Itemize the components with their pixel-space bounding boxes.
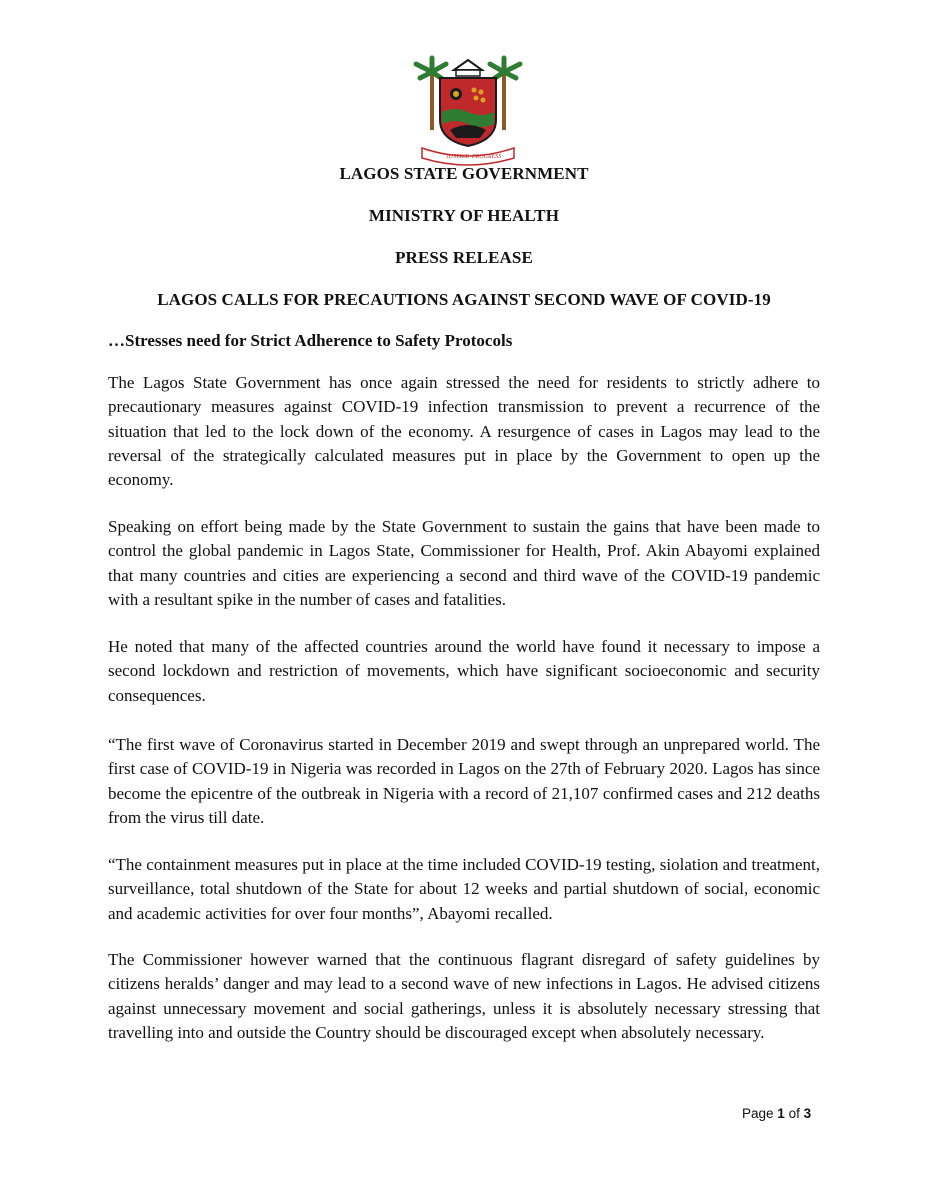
- page-current: 1: [777, 1106, 785, 1121]
- body-paragraph: “The first wave of Coronavirus started in December 2019 and swept through an unprepared world. The first case of COVID-19 in Nigeria was recorded in Lagos on the 27th of February 2020. Lagos has since become the epicentre of the outbreak in Nigeria with a record of 21,107 confirmed cases and 212 deaths from the virus till date.: [108, 735, 820, 827]
- body-paragraph: The Lagos State Government has once again stressed the need for residents to strictly adhere to precautionary measures against COVID-19 infection transmission to prevent a recurrence of the situation that led to the lock down of the economy. A resurgence of cases in Lagos may lead to the reversal of the strategically calculated measures put in place by the Government to open up the economy.: [108, 373, 820, 490]
- crest-helm-icon: [454, 60, 482, 76]
- body-paragraph: He noted that many of the affected countries around the world have found it necessary to impose a second lockdown and restriction of movements, which have significant socioeconomic and security consequences.: [108, 637, 820, 705]
- ministry-heading: MINISTRY OF HEALTH: [368, 206, 560, 225]
- document-type-heading: PRESS RELEASE: [395, 248, 533, 267]
- page-of-label: of: [788, 1106, 800, 1121]
- shield-icon: [440, 78, 496, 146]
- motto-ribbon: [422, 148, 514, 165]
- page-number: [742, 1106, 811, 1121]
- page-total: 3: [803, 1106, 812, 1121]
- government-heading: LAGOS STATE GOVERNMENT: [339, 164, 589, 183]
- press-release-subtitle: …Stresses need for Strict Adherence to Safety Protocols: [108, 331, 513, 350]
- press-release-headline: LAGOS CALLS FOR PRECAUTIONS AGAINST SECOND WAVE OF COVID-19: [157, 290, 771, 309]
- body-paragraph: The Commissioner however warned that the continuous flagrant disregard of safety guidelines by citizens heralds’ danger and may lead to a second wave of new infections in Lagos. He advised citizens against unnecessary movement and social gatherings, unless it is absolutely necessary stressing that travelling into and outside the Country should be discouraged except when absolutely necessary.: [108, 950, 820, 1042]
- motto-justice: JUSTICE: [446, 154, 469, 160]
- motto-progress: PROGRESS: [472, 154, 502, 160]
- page-label: Page: [742, 1106, 774, 1121]
- body-paragraph: Speaking on effort being made by the State Government to sustain the gains that have been made to control the global pandemic in Lagos State, Commissioner for Health, Prof. Akin Abayomi explained that many countries and cities are experiencing a second and third wave of the COVID-19 pandemic with a resultant spike in the number of cases and fatalities.: [108, 517, 820, 609]
- body-paragraph: “The containment measures put in place at the time included COVID-19 testing, siolation and treatment, surveillance, total shutdown of the State for about 12 weeks and partial shutdown of social, economic and academic activities for over four months”, Abayomi recalled.: [108, 855, 820, 923]
- lagos-coat-of-arms-icon: [410, 50, 526, 166]
